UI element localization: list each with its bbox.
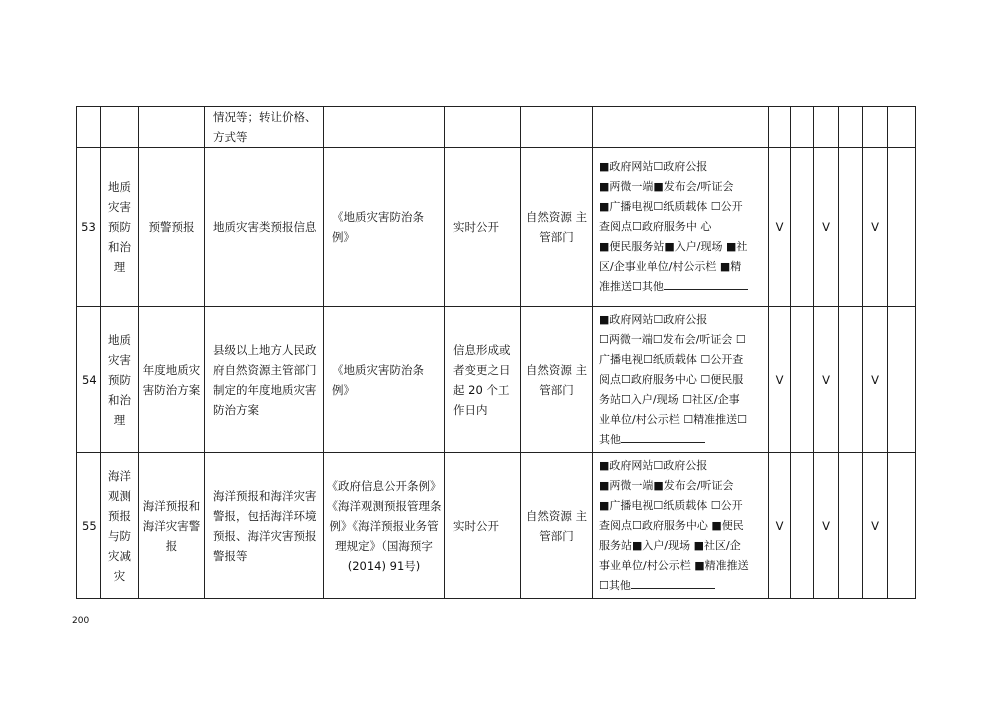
blank-underline xyxy=(621,432,705,443)
channel-line: 广播电视☐纸质载体 ☐公开查 xyxy=(599,352,744,366)
channel-line: ■便民服务站■入户/现场 ■社 xyxy=(599,240,748,253)
timing-cell: 实时公开 xyxy=(445,453,521,599)
channel-cell xyxy=(593,453,769,599)
check-mark: V xyxy=(863,148,888,307)
channel-line: ■两微一端■发布会/听证会 xyxy=(599,180,734,193)
channel-line: ■政府网站☐政府公报 xyxy=(599,160,708,173)
channel-line: ☐其他 xyxy=(599,578,631,592)
row-number: 53 xyxy=(77,148,101,307)
content-cell: 地质灾害类预报信息 xyxy=(205,148,324,307)
channel-line: ☐两微一端☐发布会/听证会 ☐ xyxy=(599,332,746,346)
subject-cell: 自然资源 主管部门 xyxy=(521,453,593,599)
content-cell: 情况等；转让价格、 方式等 xyxy=(205,107,324,148)
check-mark: V xyxy=(814,307,839,453)
category-cell: 地质灾害预防和治理 xyxy=(101,148,139,307)
channel-line: 其他 xyxy=(599,432,621,446)
page-number: 200 xyxy=(72,616,90,626)
blank-underline xyxy=(631,578,715,589)
check-mark: V xyxy=(863,453,888,599)
check-mark: V xyxy=(769,453,791,599)
check-mark: V xyxy=(814,453,839,599)
content-cell: 县级以上地方人民政府自然资源主管部门制定的年度地质灾害防治方案 xyxy=(205,307,324,453)
channel-line: 区/企事业单位/村公示栏 ■精 xyxy=(599,260,742,273)
channel-line: 业单位/村公示栏 ☐精准推送☐ xyxy=(599,412,747,426)
channel-line: 查阅点☐政府服务中 心 xyxy=(599,220,712,233)
channel-line: 服务站■入户/现场 ■社区/企 xyxy=(599,538,741,552)
row-number: 54 xyxy=(77,307,101,453)
check-mark: V xyxy=(769,148,791,307)
channel-line: ■广播电视☐纸质载体 ☐公开 xyxy=(599,200,743,213)
check-mark: V xyxy=(863,307,888,453)
subject-cell: 自然资源 主管部门 xyxy=(521,148,593,307)
category-cell: 地质灾害预防和治理 xyxy=(101,307,139,453)
channel-line: ■两微一端■发布会/听证会 xyxy=(599,478,734,492)
channel-line: 务站☐入户/现场 ☐社区/企事 xyxy=(599,392,740,406)
basis-cell: 《地质灾害防治条例》 xyxy=(324,307,445,453)
timing-cell: 实时公开 xyxy=(445,148,521,307)
category-cell: 海洋观测预报与防灾减灾 xyxy=(101,453,139,599)
channel-line: ■政府网站☐政府公报 xyxy=(599,312,708,326)
content-cell: 海洋预报和海洋灾害警报，包括海洋环境预报、海洋灾害预报警报等 xyxy=(205,453,324,599)
subject-cell: 自然资源 主管部门 xyxy=(521,307,593,453)
row-number: 55 xyxy=(77,453,101,599)
channel-cell xyxy=(593,148,769,307)
item-cell: 年度地质灾害防治方案 xyxy=(139,307,205,453)
table-row xyxy=(77,107,916,148)
table-row xyxy=(77,453,916,599)
channel-line: 准推送☐其他 xyxy=(599,280,664,293)
check-mark: V xyxy=(814,148,839,307)
item-cell: 海洋预报和海洋灾害警报 xyxy=(139,453,205,599)
check-mark: V xyxy=(769,307,791,453)
disclosure-table xyxy=(76,106,916,599)
channel-line: ■政府网站☐政府公报 xyxy=(599,458,708,472)
basis-cell: 《政府信息公开条例》《海洋观测预报管理条例》《海洋预报业务管理规定》（国海预字(2014) 91号) xyxy=(324,453,445,599)
timing-cell: 信息形成或者变更之日起 20 个工作日内 xyxy=(445,307,521,453)
table-row xyxy=(77,148,916,307)
channel-line: 阅点☐政府服务中心 ☐便民服 xyxy=(599,372,744,386)
channel-line: 查阅点☐政府服务中心 ■便民 xyxy=(599,518,744,532)
item-cell: 预警预报 xyxy=(139,148,205,307)
table-row xyxy=(77,307,916,453)
channel-line: 事业单位/村公示栏 ■精准推送 xyxy=(599,558,749,572)
channel-line: ■广播电视☐纸质载体 ☐公开 xyxy=(599,498,743,512)
channel-cell xyxy=(593,307,769,453)
basis-cell: 《地质灾害防治条例》 xyxy=(324,148,445,307)
blank-underline xyxy=(664,279,748,290)
